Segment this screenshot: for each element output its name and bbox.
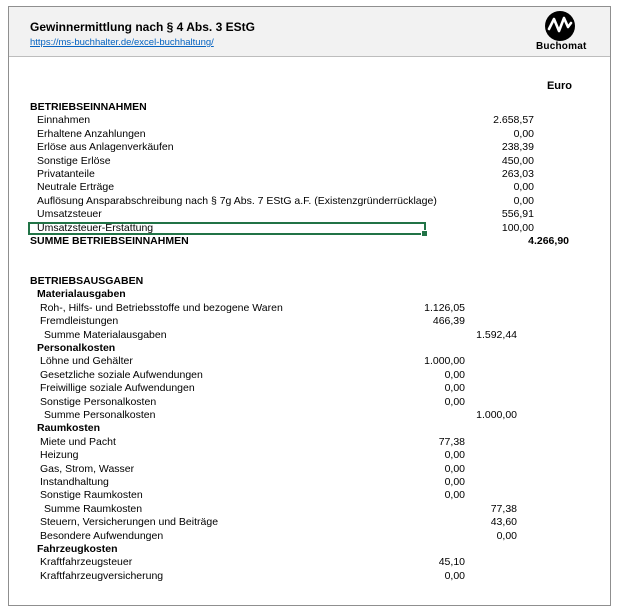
page-title: Gewinnermittlung nach § 4 Abs. 3 EStG	[30, 20, 255, 34]
sheet-row	[9, 570, 610, 583]
row-label-cell[interactable]: Neutrale Erträge	[37, 181, 115, 194]
row-label-cell[interactable]: Sonstige Raumkosten	[40, 489, 143, 502]
row-amount-cell[interactable]: 0,00	[513, 127, 534, 140]
sheet-row	[9, 222, 610, 235]
row-label-cell[interactable]: Roh-, Hilfs- und Betriebsstoffe und bezogene Waren	[40, 301, 283, 314]
sheet-row	[9, 275, 610, 288]
row-amount-cell[interactable]: 100,00	[501, 221, 534, 234]
row-amount-cell[interactable]: 43,60	[490, 516, 517, 529]
sheet-row	[9, 556, 610, 569]
row-amount-cell[interactable]: 0,00	[513, 194, 534, 207]
row-label-cell[interactable]: Auflösung Ansparabschreibung nach § 7g Abs. 7 EStG a.F. (Existenzgründerrücklage)	[37, 194, 437, 207]
row-label-cell[interactable]: Summe Personalkosten	[44, 408, 156, 421]
sheet-row	[9, 168, 610, 181]
row-amount-cell[interactable]: 1.000,00	[424, 355, 465, 368]
sheet-row	[9, 409, 610, 422]
sheet-row	[9, 181, 610, 194]
logo	[536, 10, 587, 52]
row-label-cell[interactable]: Kraftfahrzeugsteuer	[40, 556, 133, 569]
sheet-row	[9, 382, 610, 395]
sheet-row	[9, 302, 610, 315]
row-label-cell[interactable]: Steuern, Versicherungen und Beiträge	[40, 516, 219, 529]
spacer-row	[9, 248, 610, 261]
row-amount-cell[interactable]: 0,00	[496, 529, 517, 542]
sheet-row	[9, 355, 610, 368]
row-amount-cell[interactable]: 0,00	[444, 395, 465, 408]
row-label-cell[interactable]: BETRIEBSAUSGABEN	[30, 275, 144, 288]
row-label-cell[interactable]: Gesetzliche soziale Aufwendungen	[40, 368, 203, 381]
row-label-cell[interactable]: Fremdleistungen	[40, 315, 119, 328]
row-amount-cell[interactable]: 0,00	[444, 368, 465, 381]
row-amount-cell[interactable]: 0,00	[444, 475, 465, 488]
sheet-row	[9, 315, 610, 328]
row-label-cell[interactable]: Summe Materialausgaben	[44, 328, 167, 341]
row-label-cell[interactable]: Summe Raumkosten	[44, 502, 143, 515]
sheet-row	[9, 329, 610, 342]
row-amount-cell[interactable]: 1.126,05	[424, 301, 465, 314]
sheet-row	[9, 288, 610, 301]
sheet-row	[9, 463, 610, 476]
row-amount-cell[interactable]: 0,00	[444, 489, 465, 502]
row-label-cell[interactable]: SUMME BETRIEBSEINNAHMEN	[30, 234, 189, 247]
row-amount-cell[interactable]: 45,10	[438, 556, 465, 569]
row-label-cell[interactable]: Materialausgaben	[37, 288, 126, 301]
row-label-cell[interactable]: Privatanteile	[37, 167, 95, 180]
row-label-cell[interactable]: Sonstige Erlöse	[37, 154, 111, 167]
sheet-row	[9, 101, 610, 114]
row-label-cell[interactable]: Löhne und Gehälter	[40, 355, 133, 368]
sheet-body	[9, 57, 610, 583]
row-amount-cell[interactable]: 4.266,90	[528, 234, 569, 247]
row-label-cell[interactable]: Kraftfahrzeugversicherung	[40, 569, 164, 582]
sheet-row	[9, 449, 610, 462]
sheet-header	[9, 7, 610, 57]
row-amount-cell[interactable]: 0,00	[444, 382, 465, 395]
sheet-row	[9, 476, 610, 489]
row-label-cell[interactable]: Besondere Aufwendungen	[40, 529, 164, 542]
row-label-cell[interactable]: Sonstige Personalkosten	[40, 395, 157, 408]
row-amount-cell[interactable]: 77,38	[438, 435, 465, 448]
source-link[interactable]: https://ms-buchhalter.de/excel-buchhaltung/	[30, 37, 214, 48]
logo-wave-icon	[544, 10, 576, 42]
row-amount-cell[interactable]: 556,91	[501, 208, 534, 221]
row-amount-cell[interactable]: 1.000,00	[476, 408, 517, 421]
sheet-row	[9, 543, 610, 556]
row-amount-cell[interactable]: 0,00	[444, 462, 465, 475]
row-label-cell[interactable]: Erhaltene Anzahlungen	[37, 127, 146, 140]
row-label-cell[interactable]: Erlöse aus Anlagenverkäufen	[37, 141, 174, 154]
row-amount-cell[interactable]: 1.592,44	[476, 328, 517, 341]
sheet-row	[9, 128, 610, 141]
row-amount-cell[interactable]: 466,39	[432, 315, 465, 328]
row-label-cell[interactable]: Miete und Pacht	[40, 435, 116, 448]
sheet-row	[9, 208, 610, 221]
spacer-row	[9, 262, 610, 275]
sheet-row	[9, 422, 610, 435]
sheet-row	[9, 235, 610, 248]
sheet-rows	[9, 101, 610, 583]
sheet-row	[9, 530, 610, 543]
currency-header-row	[9, 79, 610, 93]
sheet-row	[9, 369, 610, 382]
row-amount-cell[interactable]: 2.658,57	[493, 114, 534, 127]
row-amount-cell[interactable]: 0,00	[513, 181, 534, 194]
row-amount-cell[interactable]: 238,39	[501, 141, 534, 154]
row-label-cell[interactable]: Instandhaltung	[40, 475, 109, 488]
row-amount-cell[interactable]: 450,00	[501, 154, 534, 167]
sheet-row	[9, 195, 610, 208]
sheet-row	[9, 141, 610, 154]
row-label-cell[interactable]: Raumkosten	[37, 422, 101, 435]
row-label-cell[interactable]: Fahrzeugkosten	[37, 542, 118, 555]
sheet-row	[9, 342, 610, 355]
row-amount-cell[interactable]: 0,00	[444, 449, 465, 462]
logo-text: Buchomat	[536, 41, 587, 52]
row-label-cell[interactable]: Heizung	[40, 449, 79, 462]
row-amount-cell[interactable]: 77,38	[490, 502, 517, 515]
sheet-row	[9, 114, 610, 127]
row-label-cell[interactable]: BETRIEBSEINNAHMEN	[30, 101, 147, 113]
sheet-row	[9, 396, 610, 409]
row-amount-cell[interactable]: 263,03	[501, 167, 534, 180]
sheet-row	[9, 503, 610, 516]
row-label-cell[interactable]: Umsatzsteuer	[37, 208, 102, 221]
row-label-cell[interactable]: Freiwillige soziale Aufwendungen	[40, 382, 195, 395]
row-label-cell[interactable]: Einnahmen	[37, 114, 91, 127]
sheet-row	[9, 489, 610, 502]
spreadsheet-page	[8, 6, 611, 606]
sheet-row	[9, 155, 610, 168]
row-label-cell[interactable]: Gas, Strom, Wasser	[40, 462, 135, 475]
sheet-row	[9, 436, 610, 449]
row-label-cell[interactable]: Umsatzsteuer-Erstattung	[37, 221, 154, 234]
currency-header: Euro	[546, 80, 572, 92]
row-amount-cell[interactable]: 0,00	[444, 569, 465, 582]
sheet-row	[9, 516, 610, 529]
row-label-cell[interactable]: Personalkosten	[37, 342, 116, 355]
